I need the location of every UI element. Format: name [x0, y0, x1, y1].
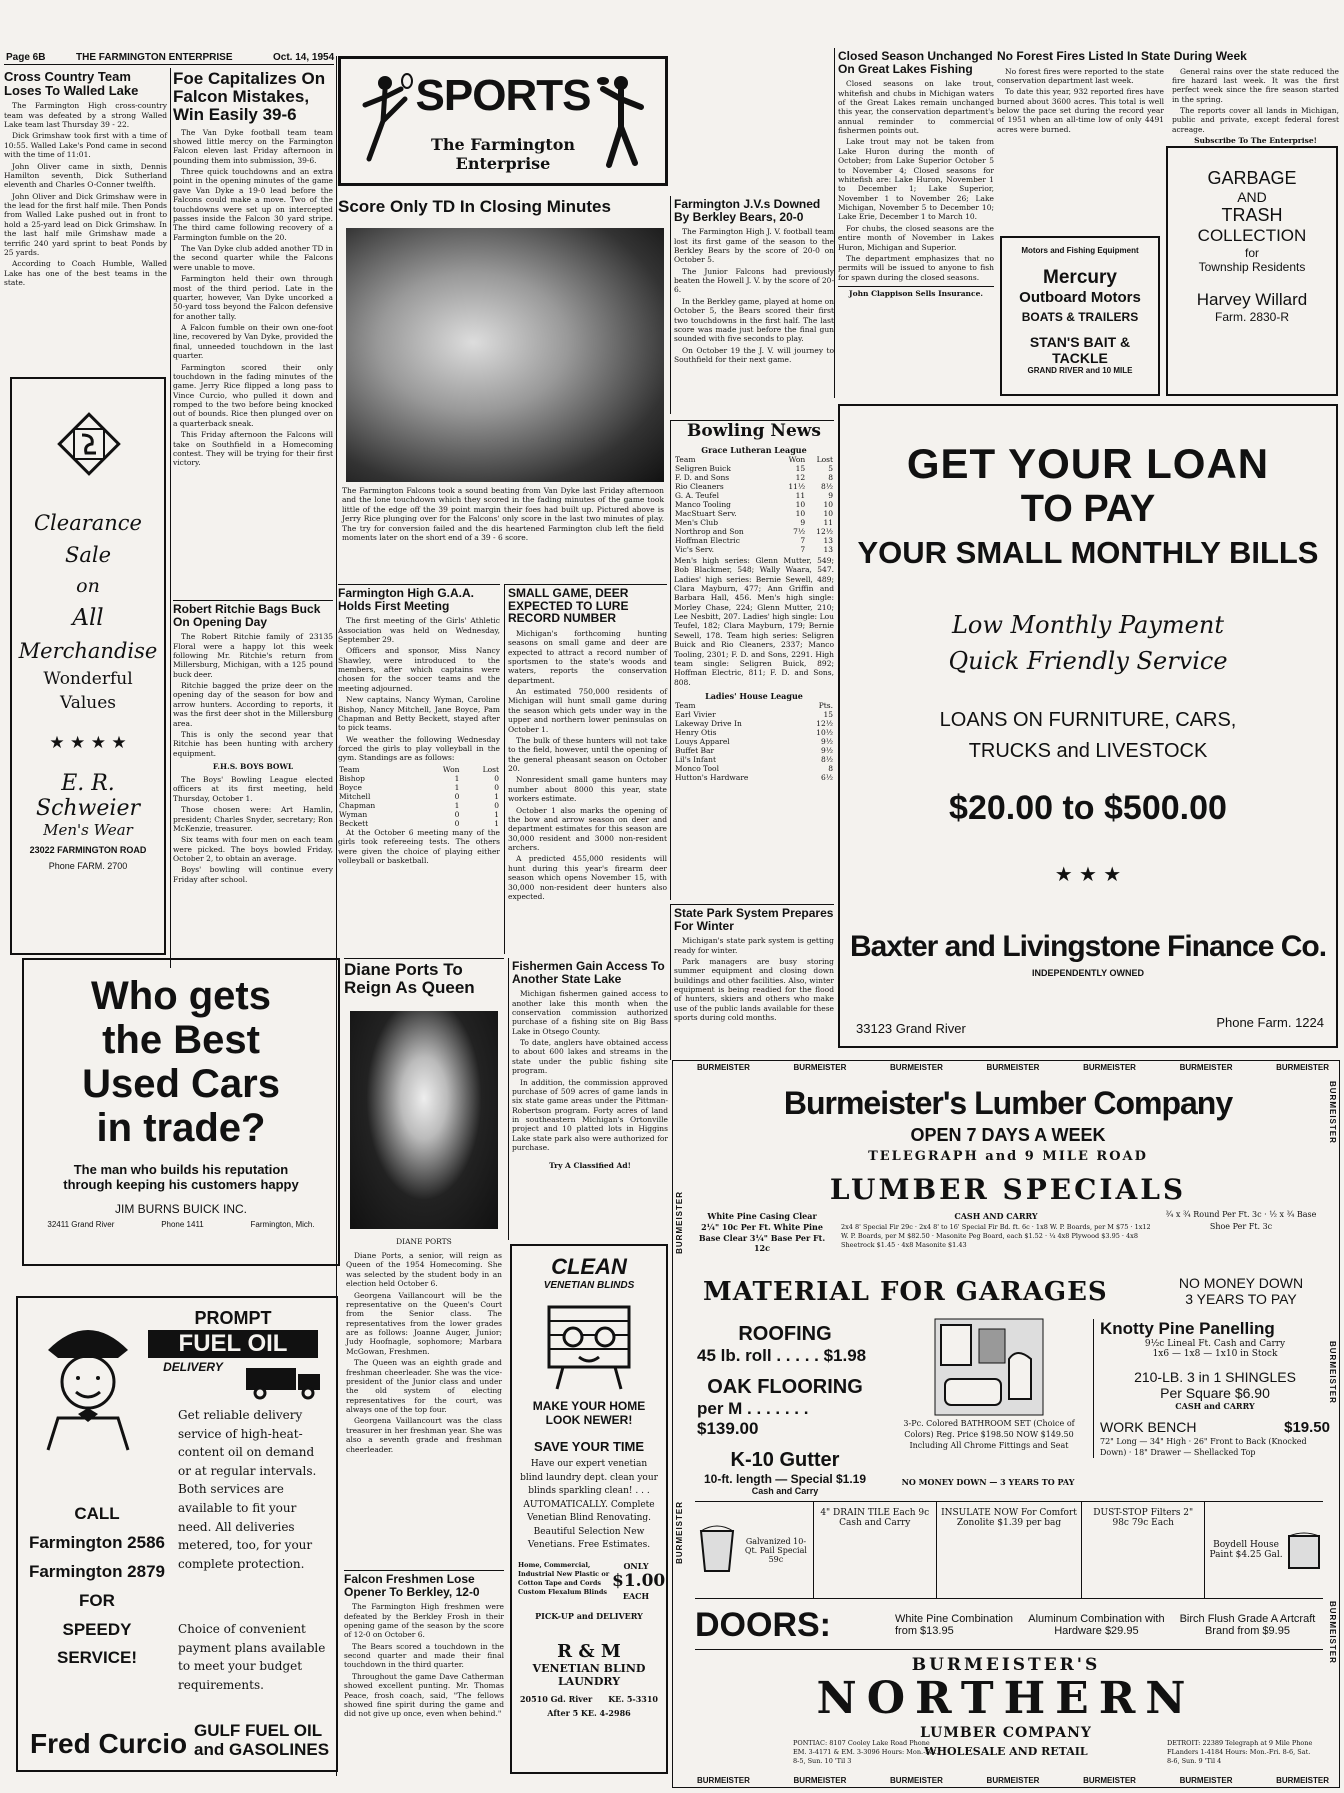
loan-l5: Quick Friendly Service: [948, 647, 1228, 675]
clearance-l6: Wonderful: [43, 669, 133, 689]
lumber-road: TELEGRAPH and 9 MILE ROAD: [868, 1149, 1148, 1164]
paint-text: Boydell House Paint $4.25 Gal.: [1209, 1540, 1283, 1560]
bathroom-text: 3-Pc. Colored BATHROOM SET (Choice of Colors) Reg. Price $198.50 NOW $149.50 Including All Chrome Fittings and Seat: [903, 1419, 1075, 1450]
paragraph: Michigan's forthcoming hunting seasons on small game and deer are expected to attract a record number of sportsmen to the state's woods and waters, reports the conservation department.: [508, 628, 667, 685]
table-row: Hoffman Electric 7 13: [675, 535, 833, 545]
lumber-open: OPEN 7 DAYS A WEEK: [910, 1125, 1106, 1145]
mercury-outboard-ad: [1000, 236, 1160, 396]
fuel-phone-2: Farmington 2879: [28, 1561, 166, 1581]
paragraph: The first meeting of the Girls' Athletic Association was held on Wednesday, September 29.: [338, 616, 500, 644]
paragraph: Georgena Vaillancourt was the class treasurer in her freshman year. She was also a seventh grade and freshman cheerleader.: [346, 1416, 502, 1454]
paint-can-icon: [1287, 1530, 1321, 1570]
table-row: Manco Tooling 10 10: [675, 499, 833, 509]
paragraph: Ritchie bagged the prize deer on the opening day of the season for bow and arrow hunters. According to reports, it was the first deer shot in the Millersburg area.: [173, 681, 333, 728]
garbage-l3: TRASH: [1221, 205, 1283, 225]
paragraph: The department emphasizes that no permits will be issued to anyone to fish for spawn during the closed seasons.: [838, 253, 994, 282]
fuel-text-1: Get reliable delivery service of high-heat-content oil on demand or at regular intervals. Both services are available to fit your need. All deliveries metered, too, for your complete protection.: [178, 1408, 317, 1571]
bowling-notes: Men's high series: Glenn Mutter, 549; Bob Blackmer, 548; Wally Waara, 547. Ladies' high series: Bernie Sewell, 489; Clara Mayburn, 477; Ann Griffin and Barbara Hall, 456. Men's high single: Morley Chase, 224; Glenn Mutter, 210; Lee Nesbitt, 207. Ladies' high single: Lou Teufel, 182; Clara Mayburn, 179; Bernie Sewell, 178. Team high series: Seligren Buick and Rio Cleaners, 2337; Manco Tooling, 2301; F. D. and Sons, 2291. High team single: Seligren Buick, 892; Hoffman Electric, 811; F. D. and Sons, 808.: [674, 555, 834, 687]
classified-note: Try A Classified Ad!: [549, 1160, 631, 1170]
venetian-blinds-ad: [510, 1244, 668, 1774]
freshmen-headline: Falcon Freshmen Lose Opener To Berkley, 12-0: [344, 1572, 480, 1599]
closed-season-article: [834, 48, 994, 398]
border-bottom: BURMEISTER BURMEISTER BURMEISTER BURMEISTER BURMEISTER BURMEISTER BURMEISTER: [697, 1776, 1329, 1785]
dealer-city: Farmington, Mich.: [250, 1220, 315, 1229]
lumber-round: ¾ x ¾ Round Per Ft. 3c · ½ x ¾ Base Shoe Per Ft. 3c: [1165, 1210, 1317, 1231]
paragraph: In addition, the commission approved purchase of 509 acres of game lands in six state game areas under the Pittman-Robertson program. Forty acres of land in southeastern Michigan's Ortonville project and 10 platted lots in Higgins Lake state park also were authorized for purchase.: [512, 1077, 668, 1153]
clearance-sale-ad: [10, 377, 166, 955]
cars-l3: Used Cars: [82, 1062, 280, 1106]
paragraph: Lake trout may not be taken from Lake Huron during the month of October; from Lake Superior October 5 to November 4; Closed seasons for whitefish are: Lake Huron, November 1 to December 1; Lake Superior, November 1 to November 26; Lake Michigan, November 5 to December 10; Lake Erie, December 1 to March 10.: [838, 137, 994, 222]
paragraph: No forest fires were reported to the state conservation department last week.: [997, 66, 1164, 85]
table-row: Henry Otis 10½: [675, 728, 833, 738]
door-option-2: Aluminum Combination with Hardware $29.95: [1028, 1613, 1165, 1637]
doors-heading: DOORS:: [695, 1605, 831, 1644]
mercury-top: Motors and Fishing Equipment: [1021, 246, 1139, 255]
table-row: Lakeway Drive In 12½: [675, 719, 833, 729]
table-row: Boyce 1 0: [339, 782, 499, 792]
paragraph: Diane Ports, a senior, will reign as Queen of the 1954 Homecoming. She was selected by the student body in an election held October 6.: [346, 1251, 502, 1289]
paragraph: To date, anglers have obtained access to about 600 lakes and streams in the state under the public fishing site program.: [512, 1038, 668, 1076]
border-right-2: BURMEISTER: [1328, 1341, 1337, 1404]
dealer-address: 32411 Grand River: [47, 1220, 115, 1229]
subscribe-note: Subscribe To The Enterprise!: [1194, 136, 1317, 146]
paragraph: This is only the second year that Ritchie has been hunting with archery equipment.: [173, 729, 333, 758]
lumber-specials: LUMBER SPECIALS: [829, 1173, 1187, 1206]
paragraph: The Robert Ritchie family of 23135 Floral were a happy lot this week following Mr. Ritchie's return from Millersburg, Michigan, with a 125 pound buck deer.: [173, 632, 333, 679]
bowling-league: Grace Lutheran League: [701, 444, 807, 455]
bathroom-nomoney: NO MONEY DOWN — 3 YEARS TO PAY: [901, 1477, 1075, 1487]
col-header: Won: [442, 764, 460, 774]
loan-phone: Phone Farm. 1224: [1216, 1015, 1324, 1030]
mercury-l5: GRAND RIVER and 10 MILE: [1027, 366, 1133, 375]
boys-bowl-subhead: F.H.S. BOYS BOWL: [212, 762, 294, 772]
insurance-note: John Clappison Sells Insurance.: [838, 286, 994, 298]
clearance-l1: Clearance: [33, 511, 142, 535]
fuel-oil-ad: [16, 1296, 338, 1772]
detroit-location: DETROIT: 22389 Telegraph at 9 Mile Phone FLanders 1-4184 Hours: Mon.-Fri. 8-6, Sat. 8-6, Sun. 9 'Til 4: [1167, 1739, 1313, 1765]
fuel-service: SERVICE!: [57, 1648, 137, 1668]
blinds-box-icon: [529, 1297, 649, 1393]
blinds-name-3: LAUNDRY: [557, 1674, 621, 1688]
table-row: Vic's Serv. 7 13: [675, 544, 833, 554]
foe-headline: Foe Capitalizes On Falcon Mistakes, Win Easily 39-6: [173, 69, 326, 124]
freshmen-article: [344, 1570, 504, 1780]
paragraph: The Bears scored a touchdown in the second quarter and made their final touchdown in the third quarter.: [344, 1641, 504, 1670]
paragraph: To date this year, 932 reported fires have burned about 3600 acres. This total is well below the pace set during the record year of 1951 when an all-time low of only 4491 acres were burned.: [997, 87, 1164, 134]
garbage-name: Harvey Willard: [1196, 290, 1308, 309]
blinds-name-1: R & M: [557, 1640, 621, 1662]
paragraph: Dick Grimshaw took first with a time of 10:55. Walled Lake's Pond came in second with the time of 11:01.: [4, 131, 167, 160]
mercury-l2: Outboard Motors: [1019, 289, 1141, 306]
loan-ad: [838, 404, 1338, 1048]
cars-l6: through keeping his customers happy: [63, 1177, 299, 1192]
photo-caption: The Farmington Falcons took a sound beating from Van Dyke last Friday afternoon and the lone touchdown which they scored in the fading minutes of the game took little of the edge off the 39 point margin their foes had built up. Pictured above is Jerry Rice plunging over for the Falcons' only score in the last two minutes of play. The try for conversion failed and the dis heartened Farmington club left the field moments later on the short end of a 39 - 6 score.: [342, 486, 664, 542]
loan-l6: LOANS ON FURNITURE, CARS,: [939, 709, 1237, 731]
bowling-league-2: Ladies' House League: [705, 691, 803, 702]
cars-l4: in trade?: [96, 1106, 266, 1150]
garages-years: 3 YEARS TO PAY: [1185, 1291, 1297, 1307]
page-number: Page 6B: [6, 52, 46, 63]
table-row: Chapman 1 0: [339, 800, 499, 810]
blinds-venetian: VENETIAN BLINDS: [543, 1280, 635, 1291]
pail-icon: [697, 1525, 737, 1575]
table-row: MacStuart Serv. 10 10: [675, 508, 833, 518]
football-photo: [346, 228, 664, 482]
paragraph: The Van Dyke club added another TD in the second quarter while the Falcons were unable to move.: [173, 244, 333, 272]
fuel-l3: DELIVERY: [163, 1360, 223, 1374]
col-header: Team: [339, 764, 360, 774]
gaa-article: [338, 584, 500, 954]
cross-country-article: [4, 68, 167, 368]
table-row: Lil's Infant 8½: [675, 755, 833, 765]
insulate-text: INSULATE NOW For Comfort Zonolite $1.39 per bag: [936, 1502, 1082, 1598]
small-game-article: [504, 584, 667, 954]
burmeister-lumber-ad: [672, 1060, 1340, 1788]
ritchie-headline: Robert Ritchie Bags Buck On Opening Day: [173, 602, 321, 629]
northern-title: NORTHERN: [816, 1673, 1196, 1724]
paragraph: The Van Dyke football team team showed little mercy on the Farmington Falcon eleven last Friday afternoon in pounding them into submission, 39-6.: [173, 127, 333, 165]
blinds-text: Have our expert venetian blind laundry dept. clean your blinds sparkling clean! . . . AUTOMATICALLY. Complete Venetian Blind Renovating. Beautiful Selection New Venetians. Free Estimates.: [520, 1459, 658, 1550]
mercury-l1: Mercury: [1043, 267, 1117, 288]
paragraph: The Farmington High J. V. football team lost its first game of the season to the Berkley Bears by the score of 20-0 on October 5.: [674, 227, 834, 265]
table-row: Men's Club 9 11: [675, 517, 833, 527]
paragraph: The bulk of these hunters will not take to the field, however, until the opening of the general pheasant season on October 20.: [508, 735, 667, 774]
northern-brand: BURMEISTER'S: [911, 1655, 1101, 1675]
photo-headline: Score Only TD In Closing Minutes: [338, 197, 611, 216]
gutter-title: K-10 Gutter: [730, 1449, 840, 1471]
table-row: Beckett 0 1: [339, 818, 499, 828]
gaa-headline: Farmington High G.A.A. Holds First Meeting: [338, 586, 474, 613]
blinds-save: SAVE YOUR TIME: [533, 1439, 645, 1454]
border-right: BURMEISTER: [1328, 1081, 1337, 1144]
clearance-stars: ★ ★ ★ ★: [49, 733, 127, 753]
paragraph: According to Coach Humble, Walled Lake has one of the best teams in the state.: [4, 259, 167, 288]
garbage-collection-ad: [1166, 146, 1338, 396]
paragraph: On October 19 the J. V. will journey to Southfield for their next game.: [674, 345, 834, 365]
blinds-clean: CLEAN: [551, 1254, 627, 1279]
tile-text: 4" DRAIN TILE Each 9c Cash and Carry: [813, 1502, 936, 1598]
fuel-gulf-2: and GASOLINES: [194, 1739, 330, 1759]
lumber-company: Burmeister's Lumber Company: [783, 1085, 1233, 1121]
paragraph: The Queen was an eighth grade and freshman cheerleader. She was the vice-president of the Junior class and under the old system of electing representatives for the court, was always one of the top four.: [346, 1358, 502, 1414]
state-park-headline: State Park System Prepares For Winter: [674, 906, 834, 933]
loan-l7: TRUCKS and LIVESTOCK: [968, 740, 1208, 762]
paragraph: A predicted 455,000 residents will hunt during this year's firearm deer season which opens November 15, with 30,000 non-resident deer hunters also expected.: [508, 854, 667, 901]
garbage-l1: GARBAGE: [1207, 168, 1297, 188]
paragraph: The Farmington High freshmen were defeated by the Berkley Frosh in their opening game of the season by the score of 12-0 on October 6.: [344, 1602, 504, 1640]
fuel-call: CALL: [74, 1504, 120, 1523]
sports-banner: [338, 56, 668, 186]
state-park-article: [670, 904, 834, 1060]
lumber-casing: White Pine Casing Clear 2¼" 10c Per Ft. White Pine Base Clear 3¼" Base Per Ft. 12c: [698, 1211, 826, 1254]
garbage-l6: Township Residents: [1198, 260, 1306, 274]
fuel-l1: PROMPT: [194, 1308, 272, 1328]
store-phone: Phone FARM. 2700: [48, 861, 128, 871]
paragraph: The Boys' Bowling League elected officers at its first meeting, held Thursday, October 1.: [173, 775, 333, 803]
clearance-l4: All: [72, 605, 104, 631]
table-row: G. A. Teufel 11 9: [675, 490, 833, 500]
table-row: Northrop and Son 7½ 12½: [675, 526, 833, 536]
paragraph: Officers and sponsor, Miss Nancy Shawley, were introduced to the members, after which captains were chosen for the soccer teams and the meeting adjourned.: [338, 646, 500, 693]
border-top: BURMEISTER BURMEISTER BURMEISTER BURMEISTER BURMEISTER BURMEISTER BURMEISTER: [697, 1063, 1329, 1072]
blinds-look: LOOK NEWER!: [545, 1413, 633, 1427]
loan-l1: GET YOUR LOAN: [906, 440, 1270, 487]
attendant-illustration: [28, 1310, 148, 1450]
garbage-l4: COLLECTION: [1197, 226, 1307, 245]
oak-title: OAK FLOORING: [707, 1376, 863, 1398]
issue-date: Oct. 14, 1954: [273, 52, 335, 63]
mercury-l3: BOATS & TRAILERS: [1021, 310, 1139, 324]
garages-heading: MATERIAL FOR GARAGES: [703, 1277, 1108, 1307]
col-header: Lost: [482, 764, 499, 774]
paragraph: New captains, Nancy Wyman, Caroline Bishop, Nancy Mitchell, Jane Boyce, Pam Chapman and Betty Beckett, stayed after to pick teams.: [338, 695, 500, 733]
jv-article: [670, 196, 834, 414]
paragraph: At the October 6 meeting many of the girls took refereeing tests. The others were given the choice of playing either volleyball or basketball.: [338, 827, 500, 865]
loan-owned: INDEPENDENTLY OWNED: [1031, 968, 1145, 978]
door-option-1: White Pine Combination from $13.95: [895, 1613, 1014, 1637]
paragraph: The Junior Falcons had previously beaten the Howell J. V. by the score of 20-6.: [674, 266, 834, 295]
bathroom-illustration: [935, 1319, 1043, 1415]
loan-address: 33123 Grand River: [856, 1021, 966, 1036]
loan-stars: ★ ★ ★: [1054, 862, 1122, 886]
table-row: F. D. and Sons 12 8: [675, 472, 833, 482]
bowling-standings-table: Team Won Lost Seligren Buick 15 5 F. D. and Sons 12 8 Rio Cleaners 11½ 8½ G. A. Teufel 11 9 Manco Tooling 10 10 MacStuart Serv. 10 10 Men's Club 9 11 Northrop and Son 7½ 12½ Hoffman Electric 7 13 Vic's Serv. 7 13: [675, 454, 833, 554]
paragraph: We weather the following Wednesday forced the girls to play volleyball in the gym. Standings are as follows:: [338, 734, 500, 763]
fuel-for: FOR: [79, 1590, 115, 1610]
table-row: Buffet Bar 9½: [675, 746, 833, 756]
ritchie-deer-article: [173, 600, 333, 952]
table-row: Hutton's Hardware 6½: [675, 773, 833, 783]
paragraph: Georgena Vaillancourt will be the representative on the Queen's Court from the Senior class. The representatives from the lower grades are as follows: Joanne Auger, Junior; Judy Hoofnagle, sophomore; Marbara McGowan, Freshmen.: [346, 1290, 502, 1356]
mercury-l4: STAN'S BAIT & TACKLE: [1029, 334, 1131, 366]
roofing-price: 45 lb. roll . . . . . $1.98: [697, 1346, 867, 1365]
table-row: Earl Vivier 15: [675, 710, 833, 720]
cars-l5: The man who builds his reputation: [73, 1162, 289, 1177]
dealer-name: JIM BURNS BUICK INC.: [114, 1202, 247, 1216]
paragraph: This Friday afternoon the Falcons will take on Southfield in a Homecoming contest. They will be trying for their first victory.: [173, 430, 333, 468]
blinds-address: 20510 Gd. River: [519, 1693, 593, 1704]
fuel-phone-1: Farmington 2586: [28, 1532, 166, 1552]
table-row: Rio Cleaners 11½ 8½: [675, 481, 833, 491]
paragraph: Park managers are busy storing summer equipment and closing down buildings and other facilities. Also, winter equipment is being readied for the flood of hunters, skiers and others who make use of the public lands available for these sports during cold months.: [674, 956, 834, 1023]
paragraph: October 1 also marks the opening of the bow and arrow season on deer and department estimates for this season are 30,000 resident and 3000 non-resident archers.: [508, 805, 667, 853]
fishermen-article: [508, 958, 668, 1240]
blinds-services: Home, Commercial, Industrial New Plastic or Cotton Tape and Cords Custom Flexalum Blinds: [518, 1560, 610, 1596]
queen-headline: Diane Ports To Reign As Queen: [344, 960, 475, 997]
paragraph: In the Berkley game, played at home on October 5, the Bears scored their first two touchdowns in the first half. The last score was made just before the final gun sounded with five seconds to play.: [674, 296, 834, 344]
garbage-l2: AND: [1237, 189, 1267, 205]
garbage-l5: for: [1244, 246, 1259, 260]
gutter-cash: Cash and Carry: [751, 1486, 819, 1496]
cars-l1: Who gets: [91, 974, 271, 1018]
no-fires-headline: No Forest Fires Listed In State During Week: [997, 49, 1247, 63]
bowling-headline: Bowling News: [687, 421, 821, 441]
no-fires-article: [997, 48, 1339, 146]
cross-country-headline: Cross Country Team Loses To Walled Lake: [4, 69, 139, 98]
sports-title: SPORTS: [415, 71, 591, 120]
garbage-phone: Farm. 2830-R: [1214, 310, 1290, 324]
paragraph: The Farmington High cross-country team was defeated by a strong Walled Lake team last Thursday 39 - 22.: [4, 101, 167, 130]
paragraph: The reports cover all lands in Michigan, public and private, except federal forest acreage.: [1172, 106, 1339, 134]
bench-title: WORK BENCH: [1100, 1419, 1197, 1435]
paragraph: Six teams with four men on each team were picked. The boys bowled Friday, October 2, to obtain an average.: [173, 835, 333, 864]
paragraph: Farmington scored their only touchdown in the fading minutes of the game. Jerry Rice flipped a long pass to Vince Curcio, who pulled it down and romped to the two before being knocked out of bounds. Rice then plunged over on a quarterback sneak.: [173, 362, 333, 428]
blinds-each: EACH: [622, 1590, 650, 1601]
northern-wholesale: WHOLESALE AND RETAIL: [924, 1745, 1088, 1758]
table-row: Bishop 1 0: [339, 773, 499, 783]
northern-company: LUMBER COMPANY: [920, 1725, 1092, 1741]
paragraph: Those chosen were: Art Hamlin, president; Charles Snyder, secretary; Ron McKenzie, treasurer.: [173, 805, 333, 833]
paragraph: A Falcon fumble on their own one-foot line, recovered by Van Dyke, provided the final, unneeded touchdown in the last quarter.: [173, 323, 333, 361]
gaa-standings-table: [338, 765, 500, 828]
fishermen-headline: Fishermen Gain Access To Another State Lake: [512, 959, 665, 986]
store-address: 23022 FARMINGTON ROAD: [29, 845, 147, 855]
blinds-phone: KE. 5-3310: [608, 1693, 658, 1704]
queen-caption: DIANE PORTS: [396, 1237, 452, 1246]
closed-season-headline: Closed Season Unchanged On Great Lakes Fishing: [838, 49, 993, 76]
garages-nomoney: NO MONEY DOWN: [1178, 1275, 1304, 1291]
blinds-after: After 5 KE. 4-2986: [547, 1707, 631, 1718]
loan-amount: $20.00 to $500.00: [949, 789, 1227, 827]
fuel-speedy: SPEEDY: [62, 1619, 132, 1639]
paragraph: For chubs, the closed seasons are the entire month of November in Lakes Huron, Michigan and Superior.: [838, 223, 994, 252]
loan-l4: Low Monthly Payment: [951, 611, 1224, 639]
paragraph: John Oliver and Dick Grimshaw were in the lead for the first half mile. Then Ponds from Walled Lake pushed out in front to hold a 25-yard lead on Dick Grimshaw. In the last half mile Grimshaw made a terrific 240 yard sprint to beat Ponds by 25 yards.: [4, 191, 167, 257]
bowling-news: [670, 420, 834, 900]
table-row: Mitchell 0 1: [339, 791, 499, 801]
paragraph: Michigan fishermen gained access to another lake this month when the conservation commission authorized purchase of a fishing site on Big Bass Lake in Otsego County.: [512, 989, 668, 1036]
paragraph: General rains over the state reduced the fire hazard last week. It was the first perfect week since the fire season started in the spring.: [1172, 66, 1339, 104]
van-dyke-game-article: [173, 68, 333, 592]
ladies-league-table: Team Pts. Earl Vivier 15 Lakeway Drive In 12½ Henry Otis 10½ Louys Apparel 9½ Buffet Bar 9½ Lil's Infant 8½ Monco Tool 8 Hutton's Hardware 6½: [675, 701, 833, 783]
bench-price: $19.50: [1284, 1419, 1330, 1436]
homecoming-queen-article: [344, 958, 504, 1558]
closing-minutes-photo-story: [338, 196, 666, 578]
jv-headline: Farmington J.V.s Downed By Berkley Bears, 20-0: [674, 197, 821, 224]
paragraph: Three quick touchdowns and an extra point in the opening minutes of the game gave Van Dyke a 19-0 lead before the Falcons could make a move. Two of the touchdowns were set up on intercepted passes inside the Falcon 30 yard stripe. The third came following recovery of a Farmington fumble on the 20.: [173, 167, 333, 242]
knotty-stock: 1x6 — 1x8 — 1x10 in Stock: [1152, 1349, 1278, 1359]
small-game-headline: SMALL GAME, DEER EXPECTED TO LURE RECORD NUMBER: [508, 586, 629, 626]
lumber-items: 2x4 8' Special Fir 29c · 2x4 8' to 16' Special Fir Bd. ft. 6c · 1x8 W. P. Boards, per M $75 · 1x12 W. P. Boards, per M $82.50 · Masonite Peg Board, each $1.52 · ¼ 4x8 Plywood $3.95 · 4x8 Sheetrock $1.45 · 4x8 Masonite $1.43: [841, 1223, 1151, 1250]
paragraph: Throughout the game Dave Catherman showed excellent punting. Mr. Thomas Peace, frosh coach, said, "The fellows showed fine spirit during the game and did not give up once, even when behind.": [344, 1671, 504, 1719]
pail-text: Galvanized 10-Qt. Pail Special 59c: [744, 1536, 807, 1564]
queen-portrait: [350, 1011, 498, 1229]
door-option-3: Birch Flush Grade A Artcraft Brand from $9.95: [1179, 1613, 1316, 1637]
paragraph: Boys' bowling will continue every Friday after school.: [173, 865, 333, 884]
paragraph: Michigan's state park system is getting ready for winter.: [674, 936, 834, 955]
emblem-icon: [54, 409, 124, 479]
fuel-dealer: Fred Curcio: [30, 1728, 188, 1759]
paragraph: Closed seasons on lake trout, whitefish and chubs in Michigan waters of the Great Lakes remain unchanged this year, the conservation department's annual reminder to commercial fishermen points out.: [838, 79, 994, 136]
knotty-price: 9½c Lineal Ft. Cash and Carry: [1144, 1339, 1286, 1349]
fuel-text-2: Choice of convenient payment plans available to meet your budget requirements.: [178, 1622, 326, 1692]
shingles-price: Per Square $6.90: [1160, 1385, 1270, 1401]
table-row: Monco Tool 8: [675, 764, 833, 774]
delivery-truck-icon: [244, 1360, 324, 1400]
paper-name: THE FARMINGTON ENTERPRISE: [76, 52, 233, 63]
fuel-l2: FUEL OIL: [148, 1330, 318, 1358]
border-left: BURMEISTER: [675, 1191, 684, 1254]
blinds-only: ONLY: [623, 1560, 649, 1571]
dust-stop-text: DUST-STOP Filters 2" 98c 79c Each: [1081, 1502, 1204, 1598]
blinds-name-2: VENETIAN BLIND: [532, 1661, 646, 1675]
table-row: Louys Apparel 9½: [675, 737, 833, 747]
roofing-title: ROOFING: [738, 1323, 832, 1345]
cars-l2: the Best: [102, 1018, 260, 1062]
shingles-cash: CASH and CARRY: [1175, 1401, 1255, 1411]
shingles-title: 210-LB. 3 in 1 SHINGLES: [1134, 1369, 1296, 1385]
table-row: Wyman 0 1: [339, 809, 499, 819]
table-row: Seligren Buick 15 5: [675, 463, 833, 473]
store-type: Men's Wear: [43, 821, 133, 839]
clearance-l5: Merchandise: [18, 639, 158, 663]
loan-l3: YOUR SMALL MONTHLY BILLS: [857, 535, 1319, 570]
dealer-phone: Phone 1411: [161, 1220, 204, 1229]
clearance-l2: Sale: [64, 543, 112, 567]
border-right-3: BURMEISTER: [1328, 1601, 1337, 1664]
bench-details: 72" Long — 34" High · 26" Front to Back (Knocked Down) · 18" Drawer — Shellacked Top: [1100, 1437, 1307, 1458]
paragraph: Farmington held their own through most of the third period. Late in the quarter, however, Van Dyke uncorked a 50-yard toss beyond the Falcon defensive for another tally.: [173, 274, 333, 321]
gutter-price: 10-ft. length — Special $1.19: [703, 1472, 867, 1486]
runner-illustration: [591, 67, 651, 172]
fuel-gulf-1: GULF FUEL OIL: [194, 1721, 323, 1740]
border-left-2: BURMEISTER: [675, 1501, 684, 1564]
paragraph: John Oliver came in sixth, Dennis Hamilton seventh, Dick Sutherland eleventh and Charles O-Conner twelfth.: [4, 161, 167, 190]
clearance-l3: on: [76, 575, 100, 597]
blinds-pickup: PICK-UP and DELIVERY: [535, 1610, 643, 1621]
paragraph: Nonresident small game hunters may number about 8000 this year, state workers estimate.: [508, 775, 667, 804]
pontiac-location: PONTIAC: 8107 Cooley Lake Road Phone EM. 3-4171 & EM. 3-3096 Hours: Mon.-Sat. 8-5, Sun. 10 'Til 3: [793, 1739, 939, 1765]
knotty-title: Knotty Pine Panelling: [1100, 1319, 1275, 1338]
oak-price: per M . . . . . . . $139.00: [697, 1399, 809, 1438]
loan-l2: TO PAY: [1020, 488, 1156, 530]
lumber-cash: CASH AND CARRY: [954, 1211, 1038, 1221]
store-owner: E. R. Schweier: [36, 771, 140, 821]
blinds-price: $1.00: [612, 1570, 666, 1591]
clearance-l7: Values: [59, 693, 117, 713]
sports-subtitle: The Farmington Enterprise: [430, 135, 576, 173]
paragraph: An estimated 750,000 residents of Michigan will hunt small game during the season which gets under way in the upper and northern lower peninsulas on October 1.: [508, 687, 667, 734]
finance-company: Baxter and Livingstone Finance Co.: [849, 930, 1327, 963]
blinds-make: MAKE YOUR HOME: [532, 1399, 646, 1413]
used-cars-ad: [22, 958, 340, 1266]
